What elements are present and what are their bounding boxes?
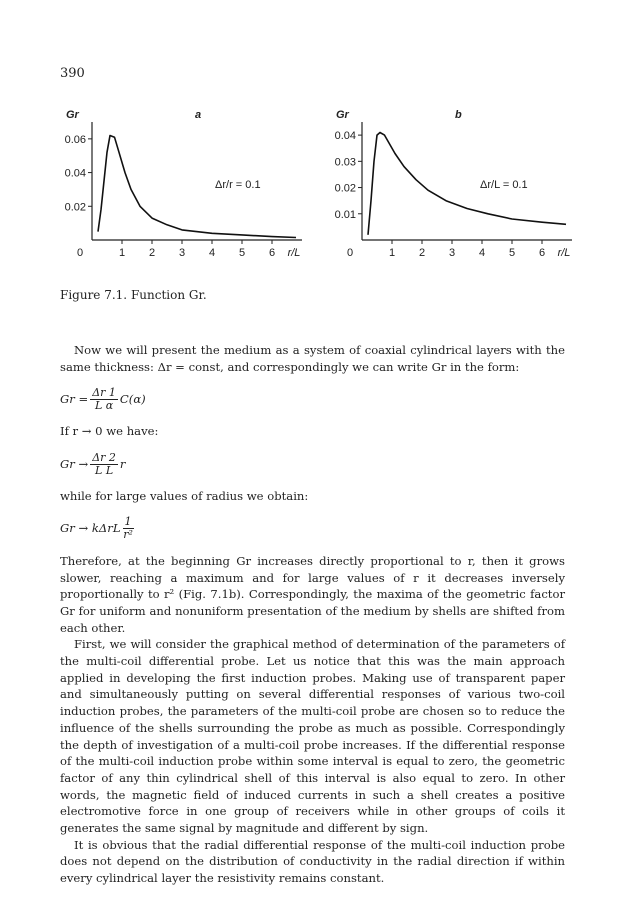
y-tick-label: 0.04	[64, 167, 86, 180]
eq2-numerator: Δr 2	[92, 450, 116, 464]
series-line-b	[368, 133, 566, 235]
paragraph-4: Therefore, at the beginning Gr increases directly proportional to r, then it grows slower, reaching a maximum and for large values of r it decreases inversely proportionally to r² (Fig. 7.1b). Correspondingly, the maxima of the geometric factor Gr for uniform and nonuniform presentation of the medium by shells are shifted from each other.	[60, 553, 565, 635]
x-axis-label: r/L	[557, 247, 571, 259]
eq3-lhs: Gr → kΔrL	[60, 521, 121, 536]
eq2-rhs: r	[119, 456, 126, 471]
y-axis-label: Gr	[66, 109, 79, 121]
paragraph-5: First, we will consider the graphical method of determination of the parameters of the multi-coil differential probe. Let us notice that this was the main approach applied in developing the first induction probes. Making use of transparent paper and simultaneously putting on several differential responses of various two-coil induction probes, the parameters of the multi-coil probe are chosen so to reduce the influence of the shells surrounding the probe as much as possible. Correspondingly the depth of investigation of a multi-coil probe increases. If the differential response of the multi-coil induction probe within some interval is equal to zero, the geometric factor of any thin cylindrical shell of this interval is also equal to zero. In other words, the magnetic field of induced currents in such a shell creates a positive electromotive force in one group of receivers while in other groups of coils it generates the same signal by magnitude and different by sign.	[60, 637, 565, 836]
eq1-rhs: C(α)	[119, 392, 146, 407]
equation-1	[60, 380, 565, 418]
body-text	[60, 342, 565, 887]
equation-2	[60, 445, 565, 483]
x-tick-label: 5	[238, 247, 246, 259]
paragraph-3: while for large values of radius we obtain:	[60, 489, 309, 504]
x-tick-label: 3	[448, 247, 456, 259]
y-tick-label: 0.02	[334, 182, 356, 195]
x-tick-label: 0	[346, 247, 354, 259]
x-tick-label: 1	[388, 247, 396, 259]
annotation: Δr/L = 0.1	[480, 179, 528, 191]
y-tick-label: 0.01	[334, 208, 356, 221]
eq2-lhs: Gr →	[60, 456, 89, 471]
eq1-lhs: Gr =	[60, 392, 89, 407]
x-tick-label: 0	[76, 247, 84, 259]
eq1-denominator: L α	[94, 398, 114, 412]
figure-caption: Figure 7.1. Function Gr.	[60, 288, 207, 302]
equation-3	[60, 510, 565, 548]
eq3-denominator: r²	[123, 528, 133, 542]
y-tick-label: 0.02	[64, 201, 86, 214]
y-axis-label: Gr	[336, 109, 349, 121]
y-tick-label: 0.04	[334, 130, 356, 143]
x-tick-label: 4	[478, 247, 486, 259]
x-tick-label: 1	[118, 247, 126, 259]
x-tick-label: 2	[418, 247, 426, 259]
figure-7-1	[50, 100, 580, 274]
y-tick-label: 0.03	[334, 156, 356, 169]
x-tick-label: 3	[178, 247, 186, 259]
paragraph-2: If r → 0 we have:	[60, 424, 159, 439]
paragraph-6: It is obvious that the radial differential response of the multi-coil induction probe does not depend on the distribution of conductivity in the radial direction if within every cylindrical layer the resistivity remains constant.	[60, 837, 565, 886]
eq3-fraction	[123, 516, 134, 541]
x-tick-label: 4	[208, 247, 216, 259]
panel-label: a	[195, 109, 202, 121]
y-tick-label: 0.06	[64, 133, 86, 146]
eq1-fraction	[90, 387, 118, 412]
page-number: 390	[60, 66, 85, 81]
x-tick-label: 6	[268, 247, 276, 259]
eq1-numerator: Δr 1	[92, 385, 116, 399]
eq3-numerator: 1	[124, 515, 132, 529]
x-tick-label: 2	[148, 247, 156, 259]
paragraph-1: Now we will present the medium as a system of coaxial cylindrical layers with the same thickness: Δr = const, and correspondingly we can write Gr in the form:	[60, 343, 565, 374]
x-tick-label: 6	[538, 247, 546, 259]
x-axis-label: r/L	[287, 247, 301, 259]
panel-label: b	[455, 109, 462, 121]
eq2-denominator: L L	[95, 463, 114, 477]
series-line-a	[98, 136, 296, 238]
gr-charts	[50, 100, 580, 270]
annotation: Δr/r = 0.1	[215, 179, 261, 191]
x-tick-label: 5	[508, 247, 516, 259]
eq2-fraction	[90, 452, 118, 477]
